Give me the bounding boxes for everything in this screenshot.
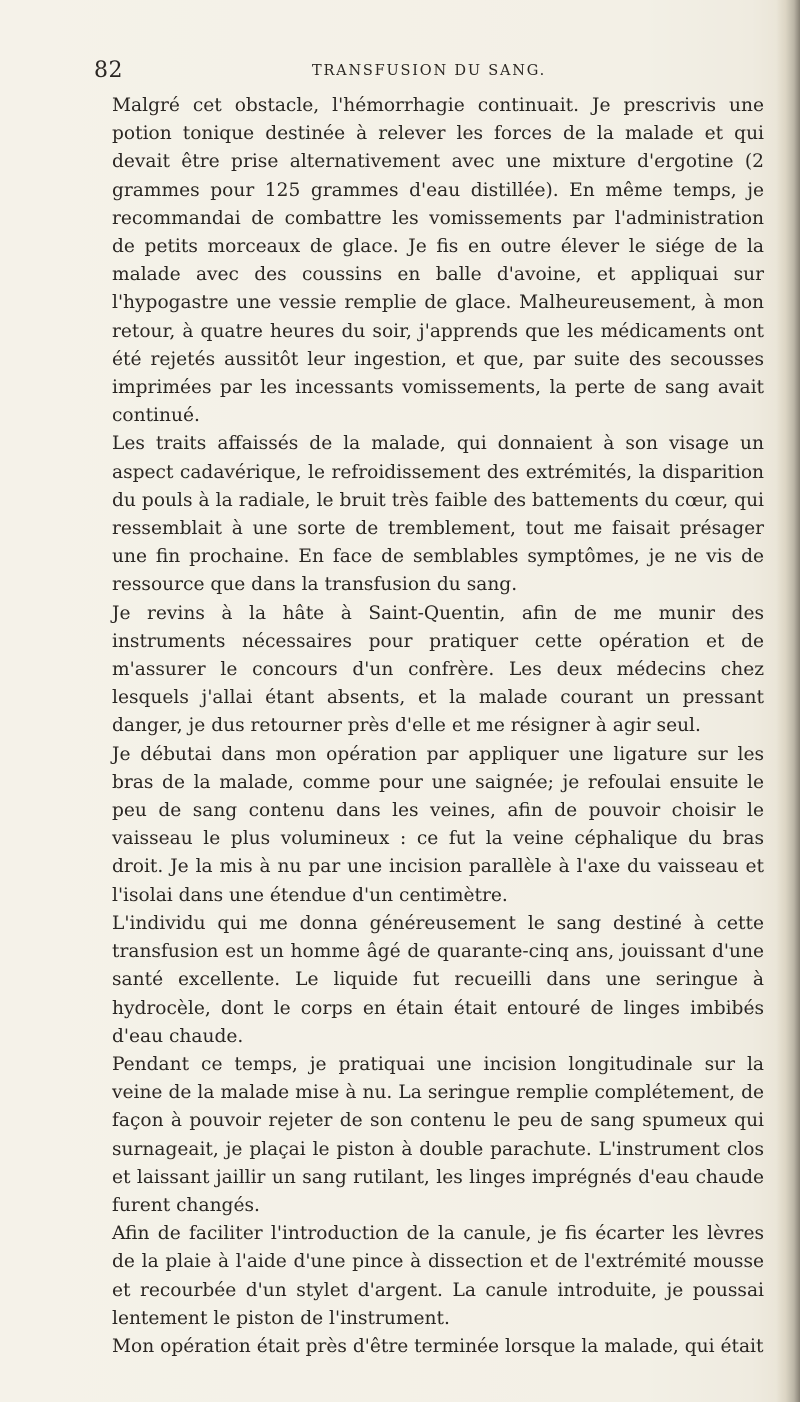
- paragraph: Je débutai dans mon opération par appliquer une ligature sur les bras de la malade, comme pour une saignée; je refoulai ensuite le peu de sang contenu dans les veines, afin de pouvoir choisir le vaisseau le plus volumineux : ce fut la veine céphalique du bras droit. Je la mis à nu par une incision parallèle à l'axe du vaisseau et l'isolai dans une étendue d'un centimètre.: [112, 743, 764, 906]
- paragraph: Afin de faciliter l'introduction de la canule, je fis écarter les lèvres de la plaie à l'aide d'une pince à dissection et de l'extrémité mousse et recourbée d'un stylet d'argent. La canule introduite, je poussai lentement le piston de l'instrument.: [112, 1223, 764, 1329]
- page-number: 82: [94, 58, 123, 83]
- page-edge-shadow: [776, 0, 800, 1402]
- page-header: [94, 58, 764, 84]
- running-title: TRANSFUSION DU SANG.: [311, 63, 547, 79]
- paragraph: L'individu qui me donna généreusement le sang destiné à cette transfusion est un homme âgé de quarante-cinq ans, jouissant d'une santé excellente. Le liquide fut recueilli dans une seringue à hydrocèle, dont le corps en étain était entouré de linges imbibés d'eau chaude.: [112, 912, 764, 1047]
- paragraph: Malgré cet obstacle, l'hémorrhagie continuait. Je prescrivis une potion tonique destinée à relever les forces de la malade et qui devait être prise alternativement avec une mixture d'ergotine (2 grammes pour 125 grammes d'eau distillée). En même temps, je recommandai de combattre les vomissements par l'administration de petits morceaux de glace. Je fis en outre élever le siége de la malade avec des coussins en balle d'avoine, et appliquai sur l'hypogastre une vessie remplie de glace. Malheureusement, à mon retour, à quatre heures du soir, j'apprends que les médicaments ont été rejetés aussitôt leur ingestion, et que, par suite des secousses imprimées par les incessants vomissements, la perte de sang avait continué.: [112, 95, 764, 427]
- paragraph: Les traits affaissés de la malade, qui donnaient à son visage un aspect cadavérique, le refroidissement des extrémités, la disparition du pouls à la radiale, le bruit très faible des battements du cœur, qui ressemblait à une sorte de tremblement, tout me faisait présager une fin prochaine. En face de semblables symptômes, je ne vis de ressource que dans la transfusion du sang.: [112, 433, 764, 596]
- paragraph: Je revins à la hâte à Saint-Quentin, afin de me munir des instruments nécessaires pour pratiquer cette opération et de m'assurer le concours d'un confrère. Les deux médecins chez lesquels j'allai étant absents, et la malade courant un pressant danger, je dus retourner près d'elle et me résigner à agir seul.: [112, 602, 764, 737]
- body-text: [112, 92, 764, 1361]
- paragraph: Mon opération était près d'être terminée lorsque la malade, qui était: [112, 1335, 764, 1357]
- paragraph: Pendant ce temps, je pratiquai une incision longitudinale sur la veine de la malade mise à nu. La seringue remplie complétement, de façon à pouvoir rejeter de son contenu le peu de sang spumeux qui surnageait, je plaçai le piston à double parachute. L'instrument clos et laissant jaillir un sang rutilant, les linges imprégnés d'eau chaude furent changés.: [112, 1053, 764, 1216]
